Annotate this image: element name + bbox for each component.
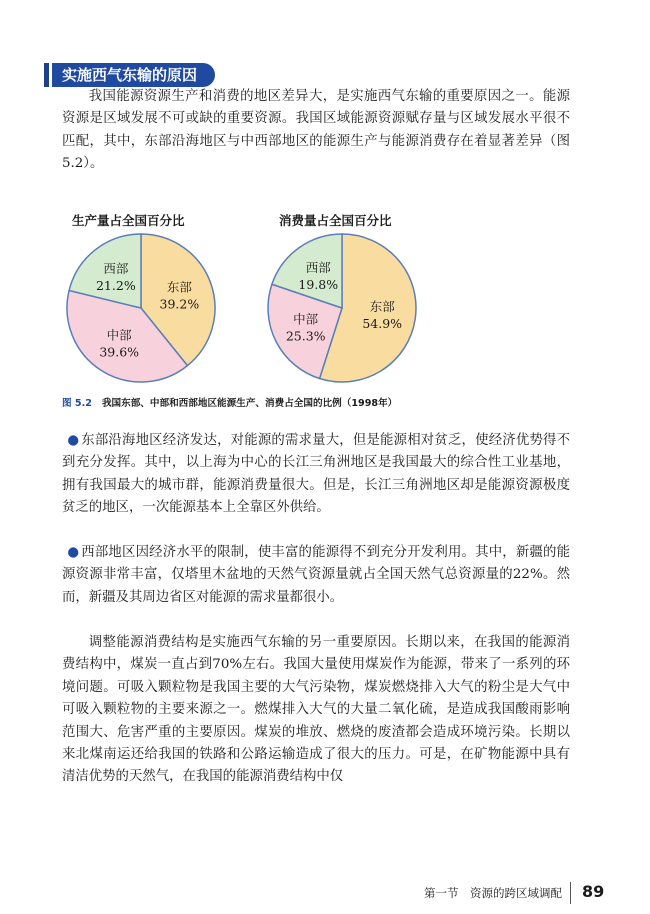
figure-caption — [62, 395, 570, 409]
paragraph-east-text: 东部沿海地区经济发达，对能源的需求量大，但是能源相对贫乏，使经济优势得不到充分发挥。其中，以上海为中心的长江三角洲地区是我国最大的综合性工业基地，拥有我国最大的城市群，能源消费量很大。但是，长江三角洲地区却是能源资源极度贫乏的地区，一次能源基本上全靠区外供给。 — [62, 433, 571, 516]
heading-bar-decoration — [44, 63, 49, 87]
pie-slice-value-label: 25.3% — [285, 328, 326, 344]
pie-slice-value-label: 19.8% — [298, 276, 339, 292]
section-heading — [44, 62, 215, 88]
section-heading-text: 实施西气东输的原因 — [52, 63, 215, 87]
page-footer — [0, 882, 650, 904]
figure-caption-text: 我国东部、中部和西部地区能源生产、消费占全国的比例（1998年） — [101, 398, 398, 409]
pie-consumption-title: 消费量占全国百分比 — [279, 213, 392, 228]
paragraph-east — [62, 430, 570, 520]
pie-chart-consumption — [262, 228, 422, 388]
paragraph-intro: 我国能源资源生产和消费的地区差异大，是实施西气东输的重要原因之一。能源资源是区域发展不可或缺的重要资源。我国区域能源资源赋存量与区域发展水平很不匹配，其中，东部沿海地区与中西部地区的能源生产与能源消费存在着显著差异（图5.2）。 — [62, 89, 570, 172]
pie-slice-name: 中部 — [293, 311, 319, 327]
bullet-icon: ● — [67, 545, 80, 560]
bullet-icon: ● — [67, 433, 80, 448]
pie-slice-name: 东部 — [369, 299, 395, 315]
pie-chart-production — [61, 228, 221, 388]
pie-slice-name: 西部 — [305, 259, 331, 275]
pie-slice-name: 西部 — [103, 260, 129, 276]
pie-slice-name: 东部 — [166, 279, 192, 295]
figure-number: 图 5.2 — [62, 398, 92, 409]
footer-section-title: 第一节 资源的跨区域调配 — [424, 886, 562, 900]
page-number: 89 — [582, 882, 605, 901]
pie-slice-value-label: 39.6% — [99, 344, 140, 360]
pie-production-title: 生产量占全国百分比 — [72, 213, 185, 228]
pie-slice-name: 中部 — [106, 327, 132, 343]
pie-slice-value-label: 39.2% — [159, 296, 200, 312]
pie-slice-value-label: 21.2% — [95, 277, 136, 293]
footer-divider — [570, 882, 571, 904]
paragraph-structure: 调整能源消费结构是实施西气东输的另一重要原因。长期以来，在我国的能源消费结构中，煤炭一直占到70%左右。我国大量使用煤炭作为能源，带来了一系列的环境问题。可吸入颗粒物是我国主要的大气污染物，煤炭燃烧排入大气的粉尘是大气中可吸入颗粒物的主要来源之一。燃煤排入大气的大量二氧化硫，是造成我国酸雨影响范围大、危害严重的主要原因。煤炭的堆放、燃烧的废渣都会造成环境污染。长期以来北煤南运还给我国的铁路和公路运输造成了很大的压力。可是，在矿物能源中具有清洁优势的天然气，在我国的能源消费结构中仅 — [62, 635, 570, 785]
pie-slice-value-label: 54.9% — [362, 316, 403, 332]
paragraph-west — [62, 542, 570, 609]
paragraph-west-text: 西部地区因经济水平的限制，使丰富的能源得不到充分开发利用。其中，新疆的能源资源非常丰富，仅塔里木盆地的天然气资源量就占全国天然气总资源量的22%。然而，新疆及其周边省区对能源的需求量都很小。 — [62, 545, 571, 605]
